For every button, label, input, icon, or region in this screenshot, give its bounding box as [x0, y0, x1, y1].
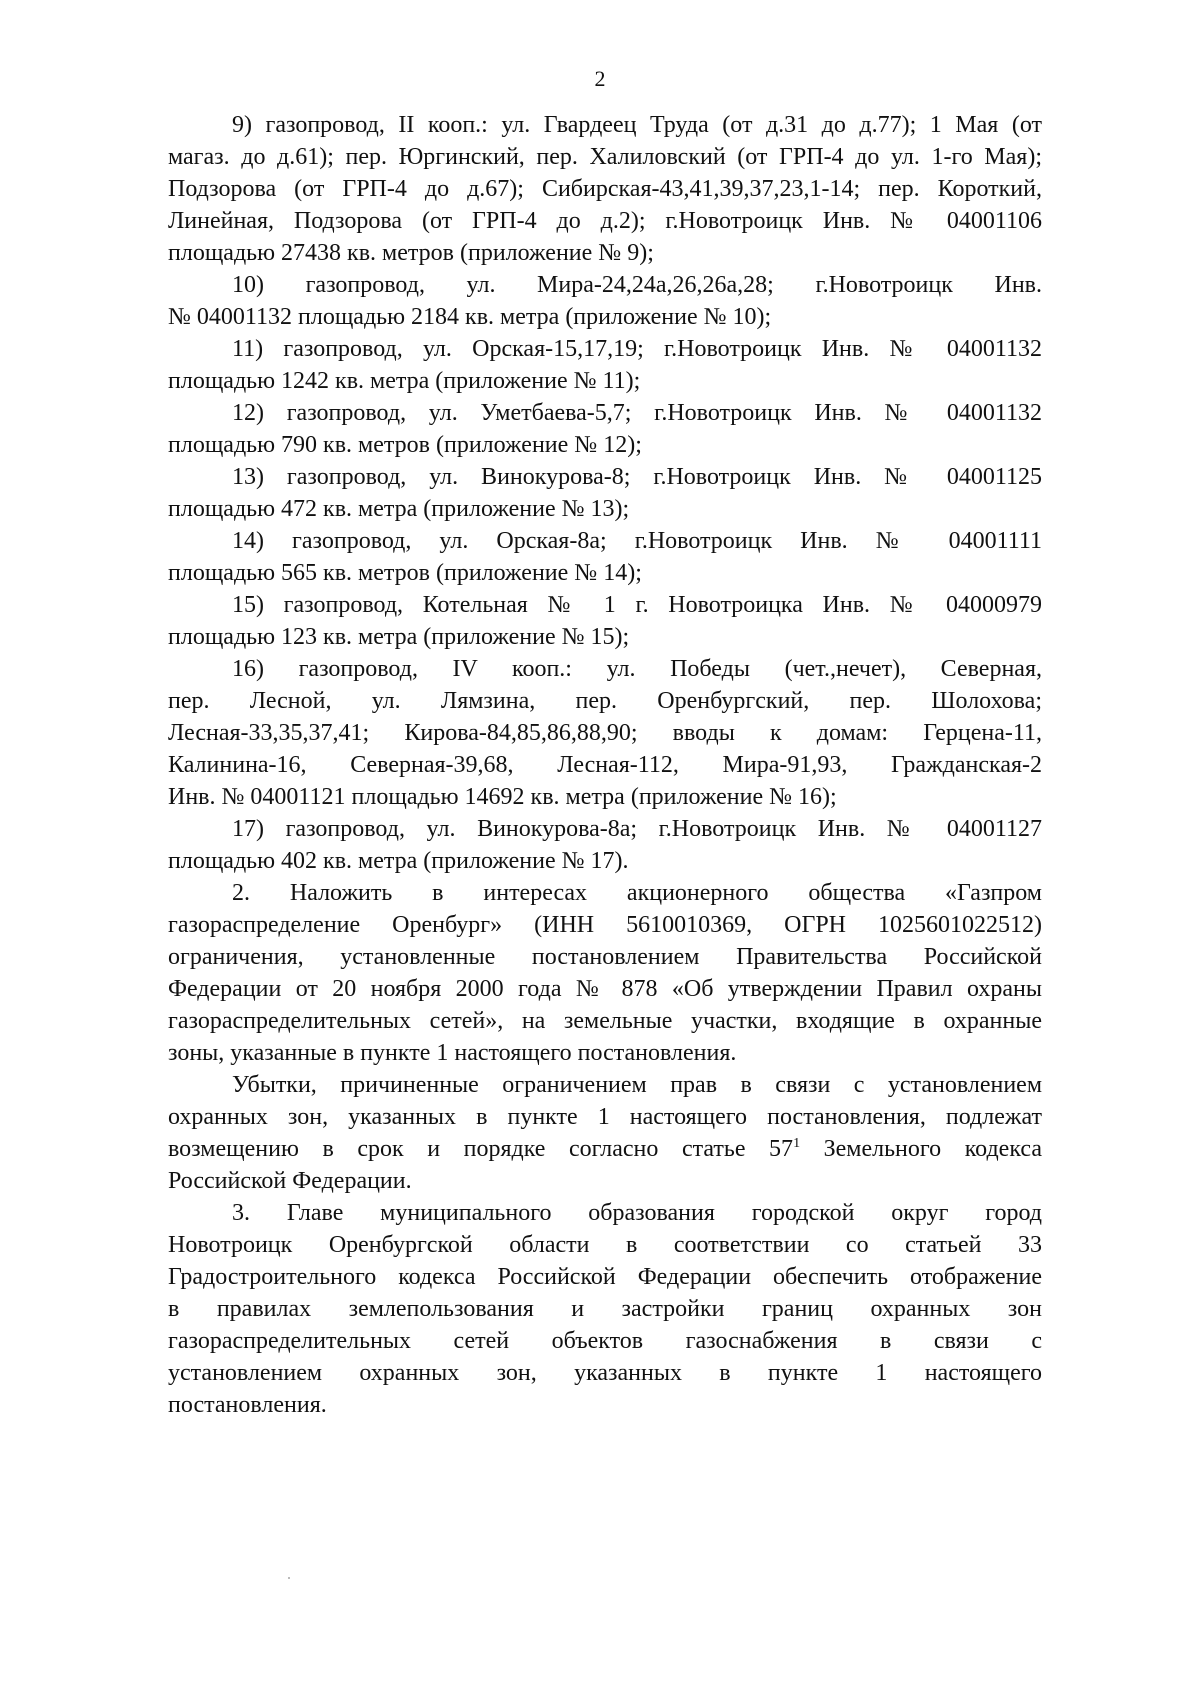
line-text: Подзорова (от ГРП-4 до д.67); Сибирская-43,41,39,37,23,1-14; пер. Короткий,: [168, 176, 1042, 202]
paragraph-9-line: [168, 1037, 1042, 1069]
line-text: Линейная, Подзорова (от ГРП-4 до д.2); г.Новотроицк Инв. № 04001106: [168, 208, 1042, 234]
line-text: 12) газопровод, ул. Уметбаева-5,7; г.Новотроицк Инв. № 04001132: [232, 400, 1042, 426]
line-text: Градостроительного кодекса Российской Федерации обеспечить отображение: [168, 1264, 1042, 1290]
line-text: зоны, указанные в пункте 1 настоящего постановления.: [168, 1040, 737, 1066]
paragraph-2-line: [168, 365, 1042, 397]
paragraph-6-line: [168, 621, 1042, 653]
paragraph-0-line: [168, 109, 1042, 141]
paragraph-6-line: [168, 589, 1042, 621]
line-text: площадью 565 кв. метров (приложение № 14);: [168, 560, 642, 586]
paragraph-7-line: [168, 653, 1042, 685]
paragraph-10-line: [168, 1101, 1042, 1133]
paragraph-4-line: [168, 493, 1042, 525]
line-text: пер. Лесной, ул. Лямзина, пер. Оренбургский, пер. Шолохова;: [168, 688, 1042, 714]
line-text: площадью 27438 кв. метров (приложение № 9);: [168, 240, 654, 266]
paragraph-11-line: [168, 1261, 1042, 1293]
paragraph-7-line: [168, 685, 1042, 717]
line-text: 15) газопровод, Котельная № 1 г. Новотроицка Инв. № 04000979: [232, 592, 1042, 618]
paragraph-10-line: [168, 1165, 1042, 1197]
line-text: магаз. до д.61); пер. Юргинский, пер. Халиловский (от ГРП-4 до ул. 1-го Мая);: [168, 144, 1042, 170]
line-text: 16) газопровод, IV кооп.: ул. Победы (чет.,нечет), Северная,: [232, 656, 1042, 682]
line-text: постановления.: [168, 1392, 327, 1418]
line-text-after-superscript: Земельного кодекса: [800, 1136, 1042, 1162]
paragraph-2-line: [168, 333, 1042, 365]
line-text: площадью 123 кв. метра (приложение № 15);: [168, 624, 630, 650]
paragraph-9-line: [168, 973, 1042, 1005]
paragraph-11-line: [168, 1197, 1042, 1229]
line-text: Убытки, причиненные ограничением прав в связи с установлением: [232, 1072, 1042, 1098]
line-text: 11) газопровод, ул. Орская-15,17,19; г.Новотроицк Инв. № 04001132: [232, 336, 1042, 362]
line-text: 10) газопровод, ул. Мира-24,24а,26,26а,28; г.Новотроицк Инв.: [232, 272, 1042, 298]
line-text: Федерации от 20 ноября 2000 года № 878 «Об утверждении Правил охраны: [168, 976, 1042, 1002]
line-text: возмещению в срок и порядке согласно статье 57: [168, 1136, 794, 1162]
paragraph-5-line: [168, 557, 1042, 589]
paragraph-0-line: [168, 173, 1042, 205]
line-text: Инв. № 04001121 площадью 14692 кв. метра (приложение № 16);: [168, 784, 837, 810]
paragraph-0-line: [168, 237, 1042, 269]
line-text: 3. Главе муниципального образования городской округ город: [232, 1200, 1042, 1226]
line-text: 9) газопровод, II кооп.: ул. Гвардеец Труда (от д.31 до д.77); 1 Мая (от: [232, 112, 1042, 138]
line-text: установлением охранных зон, указанных в пункте 1 настоящего: [168, 1360, 1042, 1386]
paragraph-5-line: [168, 525, 1042, 557]
line-text: 13) газопровод, ул. Винокурова-8; г.Новотроицк Инв. № 04001125: [232, 464, 1042, 490]
paragraph-4-line: [168, 461, 1042, 493]
paragraph-9-line: [168, 909, 1042, 941]
line-text: площадью 790 кв. метров (приложение № 12);: [168, 432, 642, 458]
line-text: площадью 472 кв. метра (приложение № 13);: [168, 496, 630, 522]
paragraph-0-line: [168, 205, 1042, 237]
paragraph-8-line: [168, 813, 1042, 845]
scan-speck: [288, 1577, 290, 1579]
paragraph-7-line: [168, 781, 1042, 813]
paragraph-3-line: [168, 397, 1042, 429]
line-text: 2. Наложить в интересах акционерного общества «Газпром: [232, 880, 1042, 906]
line-text: газораспределительных сетей», на земельные участки, входящие в охранные: [168, 1008, 1042, 1034]
paragraph-11-line: [168, 1357, 1042, 1389]
paragraph-11-line: [168, 1389, 1042, 1421]
line-text: Лесная-33,35,37,41; Кирова-84,85,86,88,90; вводы к домам: Герцена-11,: [168, 720, 1042, 746]
paragraph-10-line: [168, 1069, 1042, 1101]
paragraph-7-line: [168, 717, 1042, 749]
document-body: [168, 109, 1042, 1421]
line-text: Российской Федерации.: [168, 1168, 412, 1194]
line-text: газораспределительных сетей объектов газоснабжения в связи с: [168, 1328, 1042, 1354]
line-text: площадью 1242 кв. метра (приложение № 11);: [168, 368, 641, 394]
paragraph-11-line: [168, 1229, 1042, 1261]
paragraph-11-line: [168, 1293, 1042, 1325]
line-text: в правилах землепользования и застройки границ охранных зон: [168, 1296, 1042, 1322]
line-text: площадью 402 кв. метра (приложение № 17).: [168, 848, 629, 874]
line-text: 17) газопровод, ул. Винокурова-8а; г.Новотроицк Инв. № 04001127: [232, 816, 1042, 842]
superscript: 1: [793, 1136, 801, 1151]
paragraph-9-line: [168, 877, 1042, 909]
line-text: 14) газопровод, ул. Орская-8а; г.Новотроицк Инв. № 04001111: [232, 528, 1042, 554]
paragraph-0-line: [168, 141, 1042, 173]
page-number: 2: [594, 66, 606, 91]
paragraph-7-line: [168, 749, 1042, 781]
paragraph-10-line: [168, 1133, 1042, 1165]
line-text: ограничения, установленные постановлением Правительства Российской: [168, 944, 1042, 970]
paragraph-11-line: [168, 1325, 1042, 1357]
line-text: Калинина-16, Северная-39,68, Лесная-112, Мира-91,93, Гражданская-2: [168, 752, 1042, 778]
paragraph-1-line: [168, 269, 1042, 301]
line-text: охранных зон, указанных в пункте 1 настоящего постановления, подлежат: [168, 1104, 1042, 1130]
paragraph-8-line: [168, 845, 1042, 877]
paragraph-9-line: [168, 1005, 1042, 1037]
paragraph-1-line: [168, 301, 1042, 333]
paragraph-9-line: [168, 941, 1042, 973]
paragraph-3-line: [168, 429, 1042, 461]
line-text: № 04001132 площадью 2184 кв. метра (приложение № 10);: [168, 304, 772, 330]
line-text: газораспределение Оренбург» (ИНН 5610010369, ОГРН 1025601022512): [168, 912, 1042, 938]
line-text: Новотроицк Оренбургской области в соответствии со статьей 33: [168, 1232, 1042, 1258]
